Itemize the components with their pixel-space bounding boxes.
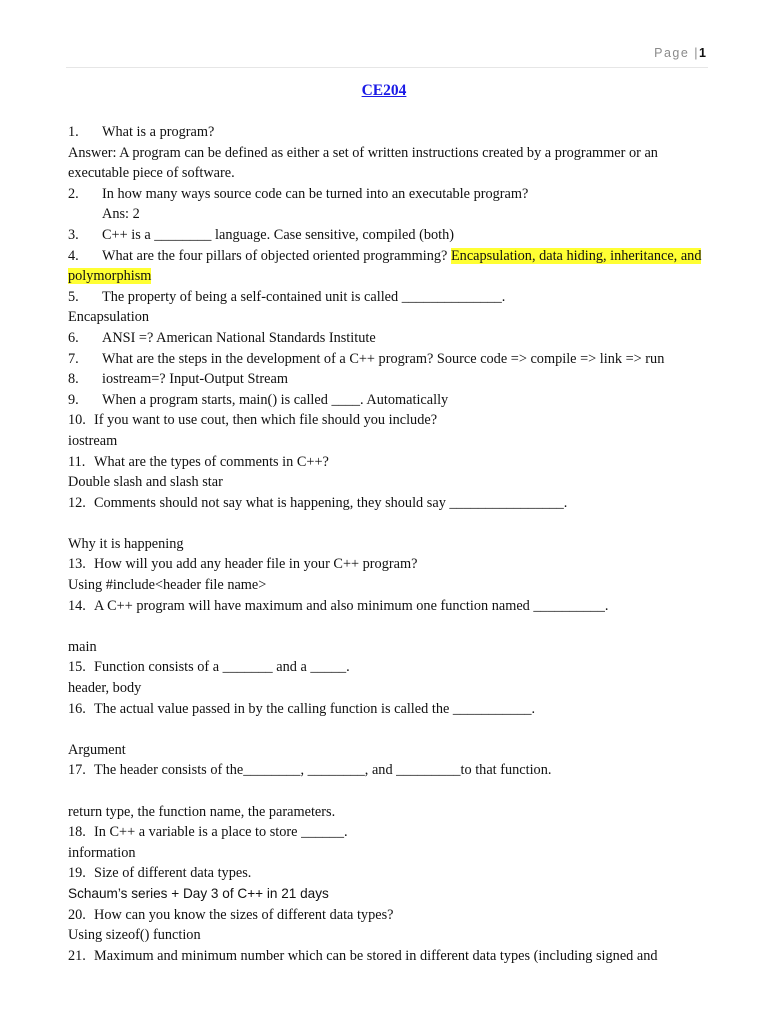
answer-10: iostream [68,432,118,449]
answer-1: Answer: A program can be defined as either a set of written instructions created by a programmer or an executable piece of software. [68,144,658,182]
question-8: 8. iostream=? Input-Output Stream [68,371,288,388]
question-7: 7. What are the steps in the development of a C++ program? Source code => compile => link => run [68,350,665,367]
question-2: 2. In how many ways source code can be turned into an executable program? [68,185,529,202]
question-list [68,122,708,966]
question-19: 19. Size of different data types. [68,865,252,882]
page-separator: | [694,46,700,60]
question-5: 5. The property of being a self-contained unit is called ______________. [68,288,506,305]
answer-2: Ans: 2 [102,206,140,223]
question-1: 1. What is a program? [68,124,215,140]
answer-13: Using #include<header file name> [68,577,267,594]
question-10: 10. If you want to use cout, then which file should you include? [68,412,438,429]
document-title [0,82,768,100]
blank-line [68,616,708,637]
blank-line [68,719,708,740]
answer-12: Why it is happening [68,535,184,552]
question-4: 4. What are the four pillars of objected oriented programming? Encapsulation, data hiding, inheritance, and polymorphism [68,247,702,285]
question-17: 17. The header consists of the________, ________, and _________to that function. [68,762,552,779]
question-11: 11. What are the types of comments in C++? [68,453,329,470]
question-13: 13. How will you add any header file in your C++ program? [68,556,418,573]
answer-16: Argument [68,741,126,758]
question-9: 9. When a program starts, main() is called ____. Automatically [68,391,449,408]
question-20: 20. How can you know the sizes of different data types? [68,906,394,923]
answer-20: Using sizeof() function [68,927,201,944]
answer-15: header, body [68,680,142,697]
blank-line [68,781,708,802]
question-18: 18. In C++ a variable is a place to store ______. [68,824,348,841]
answer-18: information [68,844,136,861]
page-word: Page [654,46,690,60]
answer-14: main [68,638,97,655]
page-number: 1 [699,46,706,60]
answer-5: Encapsulation [68,309,149,326]
question-12: 12. Comments should not say what is happening, they should say ________________. [68,494,568,511]
question-3: 3. C++ is a ________ language. Case sensitive, compiled (both) [68,226,455,243]
question-15: 15. Function consists of a _______ and a _____. [68,659,350,676]
answer-11: Double slash and slash star [68,474,223,491]
highlighted-answer-4: Encapsulation, data hiding, inheritance, and polymorphism [68,247,702,285]
title-link[interactable]: CE204 [361,82,407,99]
question-6: 6. ANSI =? American National Standards Institute [68,329,376,346]
answer-19: Schaum’s series + Day 3 of C++ in 21 days [68,885,329,901]
question-14: 14. A C++ program will have maximum and also minimum one function named __________. [68,597,609,614]
answer-17: return type, the function name, the parameters. [68,803,336,820]
question-16: 16. The actual value passed in by the calling function is called the ___________. [68,700,536,717]
blank-line [68,513,708,534]
question-21: 21. Maximum and minimum number which can be stored in different data types (including signed and [68,947,658,964]
page-header [654,46,706,60]
header-rule [66,67,708,68]
